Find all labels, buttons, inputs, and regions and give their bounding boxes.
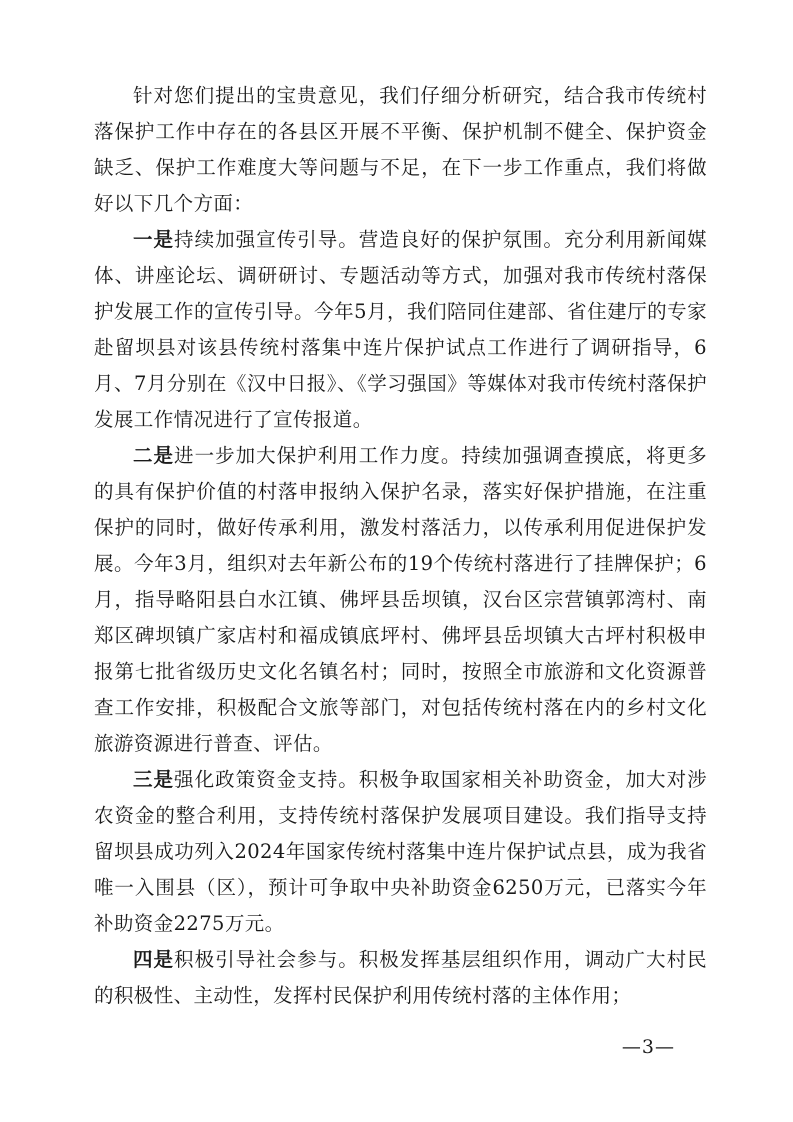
- paragraph-text: 强化政策资金支持。积极争取国家相关补助资金，加大对涉农资金的整合利用，支持传统村落保护发展项目建设。我们指导支持留坝县成功列入2024年国家传统村落集中连片保护试点县，成为我省唯一入围县（区），预计可争取中央补助资金6250万元，已落实今年补助资金2275万元。: [94, 768, 707, 935]
- page-number: —3—: [621, 1036, 675, 1058]
- paragraph-text: 进一步加大保护利用工作力度。持续加强调查摸底，将更多的具有保护价值的村落申报纳入保护名录，落实好保护措施，在注重保护的同时，做好传承利用，激发村落活力，以传承利用促进保护发展。今年3月，组织对去年新公布的19个传统村落进行了挂牌保护；6月，指导略阳县白水江镇、佛坪县岳坝镇，汉台区宗营镇郭湾村、南郑区碑坝镇广家店村和福成镇底坪村、佛坪县岳坝镇大古坪村积极申报第七批省级历史文化名镇名村；同时，按照全市旅游和文化资源普查工作安排，积极配合文旅等部门，对包括传统村落在内的乡村文化旅游资源进行普查、评估。: [94, 444, 707, 755]
- paragraph-item-2: [94, 438, 707, 762]
- paragraph-lead: 四是: [133, 948, 175, 971]
- paragraph-item-4: [94, 942, 707, 1014]
- paragraph-text: 针对您们提出的宝贵意见，我们仔细分析研究，结合我市传统村落保护工作中存在的各县区开展不平衡、保护机制不健全、保护资金缺乏、保护工作难度大等问题与不足，在下一步工作重点，我们将做好以下几个方面：: [94, 84, 707, 215]
- paragraph-item-1: [94, 222, 707, 438]
- paragraph-intro: [94, 78, 707, 222]
- paragraph-item-3: [94, 762, 707, 942]
- paragraph-lead: 三是: [133, 768, 175, 791]
- paragraph-text: 持续加强宣传引导。营造良好的保护氛围。充分利用新闻媒体、讲座论坛、调研研讨、专题活动等方式，加强对我市传统村落保护发展工作的宣传引导。今年5月，我们陪同住建部、省住建厅的专家赴留坝县对该县传统村落集中连片保护试点工作进行了调研指导，6月、7月分别在《汉中日报》、《学习强国》等媒体对我市传统村落保护发展工作情况进行了宣传报道。: [94, 228, 707, 431]
- paragraph-lead: 二是: [133, 444, 175, 467]
- paragraph-lead: 一是: [133, 228, 175, 251]
- paragraph-text: 积极引导社会参与。积极发挥基层组织作用，调动广大村民的积极性、主动性，发挥村民保护利用传统村落的主体作用；: [94, 948, 707, 1007]
